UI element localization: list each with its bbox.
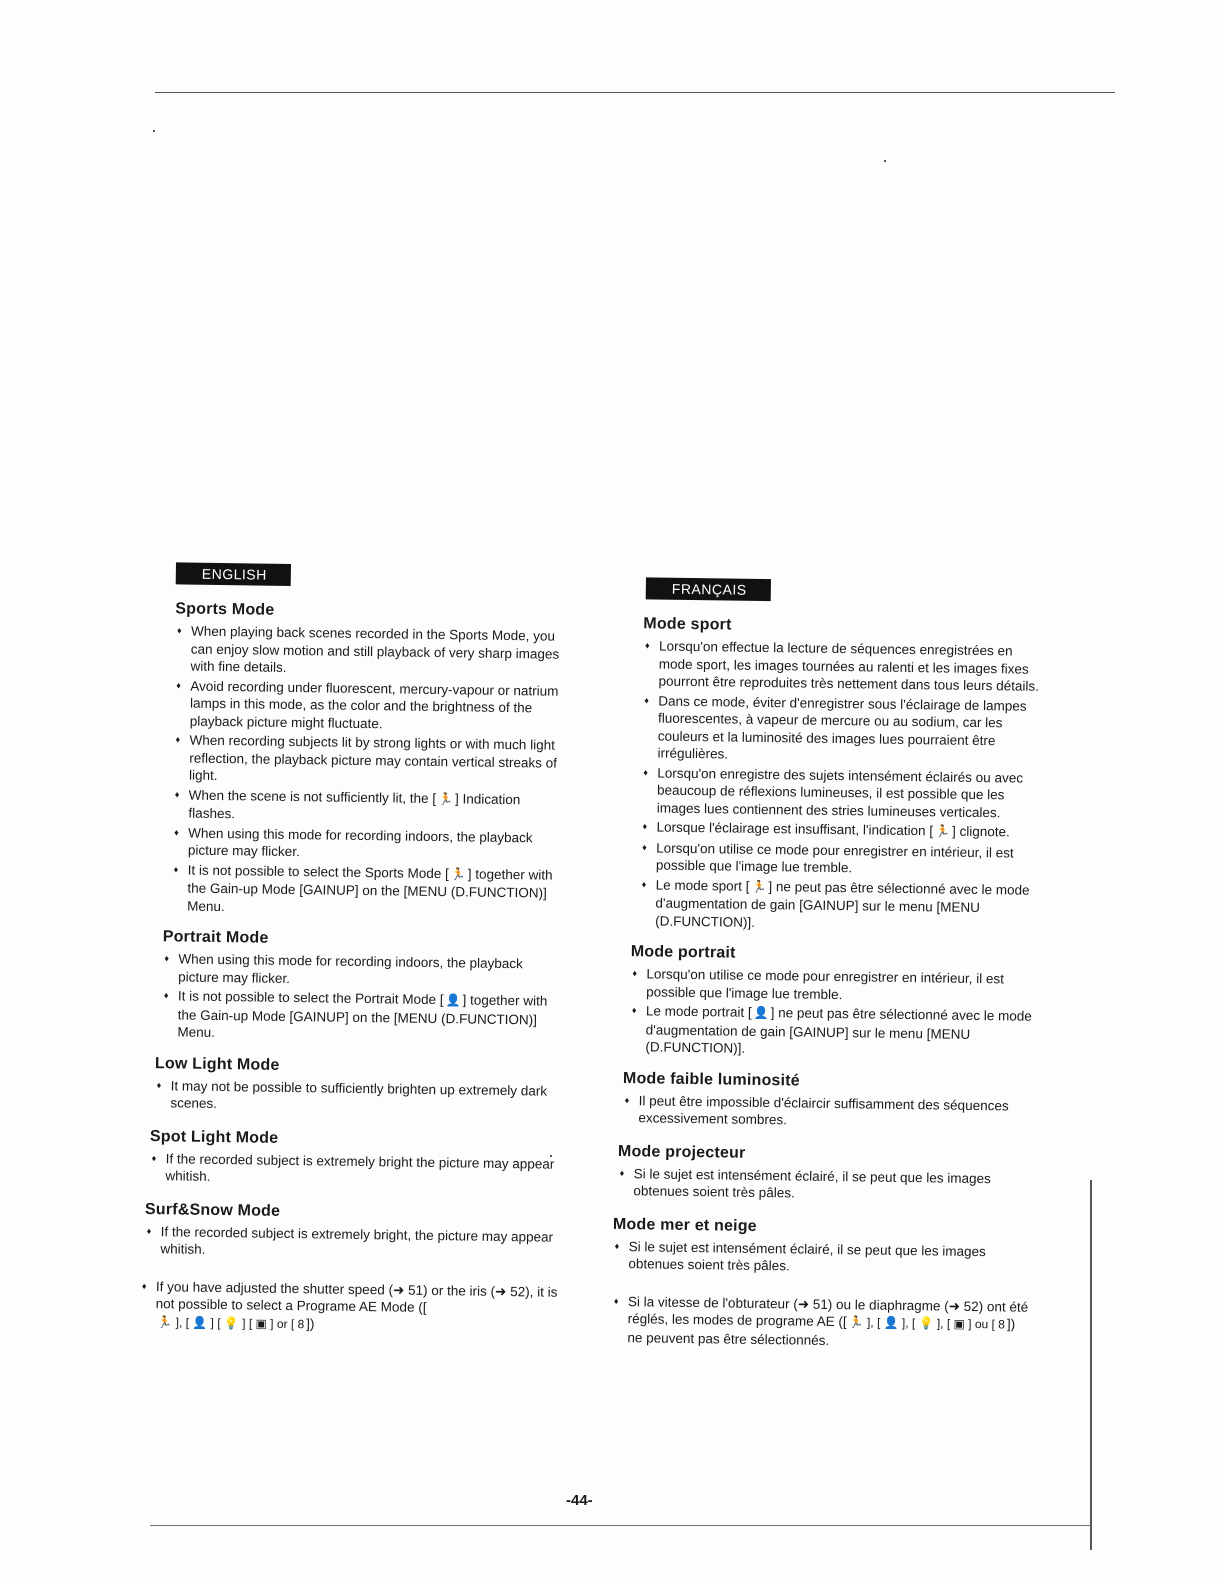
bullet-item: ♦ When using this mode for recording indoors, the playback picture may flicker. — [162, 950, 564, 991]
bullet-item: ♦ Lorsqu'on enregistre des sujets intensément éclairés ou avec beaucoup de réflexions lumineuses, il est possible que les images lues contiennent des stries lumineuses verticales. — [641, 764, 1040, 822]
bullet-text: ] clignote. — [951, 823, 1010, 840]
bottom-rule — [150, 1525, 1090, 1526]
bullet-item — [161, 987, 564, 1046]
mode-projecteur-section — [617, 1143, 1034, 1206]
portrait-mode-icon: 👤 — [753, 1005, 769, 1021]
section-heading: Spot Light Mode — [149, 1127, 279, 1147]
program-ae-mode-icons: 🏃 ], [ 👤 ] [ 💡 ] [ ▣ ] or [ 8 — [157, 1314, 305, 1331]
bullet-text: Lorsque l'éclairage est insuffisant, l'indication [ — [656, 819, 934, 839]
bullet-item: ♦ If the recorded subject is extremely bright the picture may appear whitish. — [149, 1150, 561, 1191]
bullet-item — [639, 876, 1038, 935]
sports-mode-icon: 🏃 — [934, 824, 951, 839]
mode-faible-luminosite-section — [622, 1070, 1035, 1133]
scan-speck — [153, 130, 155, 132]
top-rule — [155, 92, 1115, 93]
sports-mode-section — [171, 600, 569, 919]
bullet-text: ]) — [306, 1315, 315, 1331]
bullet-item — [139, 1277, 560, 1336]
bullet-text: ] together with the Gain-up Mode [GAINUP] on the [MENU (D.FUNCTION)] Menu. — [177, 992, 548, 1040]
bullet-item: ♦ When recording subjects lit by strong lights or with much light reflection, the playback picture may contain vertical streaks of light. — [173, 731, 568, 789]
bullet-text: ] Indication flashes. — [188, 790, 521, 822]
program-ae-mode-icons: 🏃 ], [ 👤 ], [ 💡 ], [ ▣ ] ou [ 8 — [848, 1315, 1006, 1332]
section-heading: Mode faible luminosité — [622, 1069, 800, 1090]
french-column — [611, 577, 1042, 1354]
bullet-item — [172, 786, 566, 827]
bullet-text: ]) ne peuvent pas être sélectionnés. — [627, 1316, 1016, 1348]
section-heading: Mode mer et neige — [612, 1215, 757, 1235]
french-language-badge: FRANÇAIS — [646, 577, 771, 601]
bullet-item: ♦ Lorsqu'on effectue la lecture de séquences enregistrées en mode sport, les images tournées au ralenti et les images fixes pourront être reproduites très nettement dans tous leurs détails. — [642, 637, 1041, 695]
bullet-text: It is not possible to select the Portrait Mode [ — [177, 988, 444, 1008]
bullet-text: Le mode sport [ — [655, 877, 750, 894]
bullet-text: ] together with the Gain-up Mode [GAINUP] on the [MENU (D.FUNCTION)] Menu. — [187, 865, 553, 914]
bullet-item — [171, 861, 566, 920]
mode-portrait-section — [629, 943, 1037, 1061]
bullet-item: ♦ Dans ce mode, éviter d'enregistrer sous l'éclairage de lampes fluorescentes, à vapeur de mercure ou au sodium, car les couleurs et la luminosité des images lues pourraient être irrégulières. — [641, 692, 1040, 768]
english-language-badge: ENGLISH — [176, 562, 291, 586]
right-edge-rule — [1090, 1180, 1092, 1550]
bullet-item: ♦ When playing back scenes recorded in the Sports Mode, you can enjoy slow motion and still playback of very sharp images with fine details. — [174, 622, 569, 680]
surf-snow-mode-section — [144, 1200, 561, 1263]
bullet-item — [629, 1002, 1036, 1061]
bullet-item: ♦ Si le sujet est intensément éclairé, il se peut que les images obtenues soient très pâles. — [612, 1237, 1032, 1278]
program-ae-note — [139, 1277, 560, 1336]
low-light-mode-section — [154, 1055, 563, 1118]
bullet-text: If you have adjusted the shutter speed (➜ 51) or the iris (➜ 52), it is not possible to select a Programe AE Mode ([ — [155, 1278, 558, 1315]
mode-mer-et-neige-section — [612, 1215, 1033, 1278]
bullet-item: ♦ Il peut être impossible d'éclaircir suffisamment des séquences excessivement sombres. — [622, 1092, 1034, 1133]
bullet-item: ♦ Lorsqu'on utilise ce mode pour enregistrer en intérieur, il est possible que l'image lue tremble. — [640, 839, 1038, 880]
sports-mode-icon: 🏃 — [450, 866, 466, 881]
bullet-text: When the scene is not sufficiently lit, the [ — [188, 787, 437, 806]
spot-light-mode-section — [149, 1128, 562, 1191]
bullet-item: ♦ Avoid recording under fluorescent, mercury-vapour or natrium lamps in this mode, as the color and the brightness of the playback picture might fluctuate. — [174, 677, 569, 735]
section-heading: Surf&Snow Mode — [144, 1200, 281, 1220]
mode-sport-section — [639, 615, 1041, 935]
portrait-mode-icon: 👤 — [445, 993, 461, 1008]
bullet-item: ♦ It may not be possible to sufficiently brighten up extremely dark scenes. — [154, 1077, 562, 1118]
section-heading: Mode sport — [643, 615, 732, 634]
scan-speck — [884, 160, 886, 162]
bullet-text: It is not possible to select the Sports Mode [ — [187, 862, 449, 881]
section-heading: Sports Mode — [175, 600, 275, 619]
sports-mode-icon: 🏃 — [751, 879, 767, 894]
bullet-text: ] ne peut pas être sélectionné avec le mode d'augmentation de gain [GAINUP] sur le menu [MENU (D.FUNCTION)]. — [655, 878, 1030, 930]
portrait-mode-section — [161, 928, 565, 1046]
bullet-item: ♦ When using this mode for recording indoors, the playback picture may flicker. — [172, 824, 566, 864]
bullet-item — [611, 1292, 1032, 1351]
program-ae-note — [611, 1292, 1032, 1351]
bullet-text: ] ne peut pas être sélectionné avec le mode d'augmentation de gain [GAINUP] sur le menu [MENU (D.FUNCTION)]. — [645, 1005, 1032, 1056]
section-heading: Portrait Mode — [162, 928, 269, 947]
bullet-item: ♦ If the recorded subject is extremely bright, the picture may appear whitish. — [144, 1222, 560, 1263]
section-heading: Low Light Mode — [154, 1054, 280, 1074]
bullet-item: ♦ Lorsqu'on utilise ce mode pour enregistrer en intérieur, il est possible que l'image lue tremble. — [630, 965, 1036, 1006]
bullet-item: ♦ Si le sujet est intensément éclairé, il se peut que les images obtenues soient très pâles. — [617, 1164, 1033, 1205]
section-heading: Mode portrait — [630, 943, 736, 962]
english-column — [139, 562, 570, 1339]
section-heading: Mode projecteur — [617, 1142, 746, 1162]
bullet-text: Si la vitesse de l'obturateur (➜ 51) ou le diaphragme (➜ 52) ont été réglés, les modes de programe AE ([ — [627, 1293, 1029, 1330]
page-number: -44- — [566, 1492, 593, 1509]
sports-mode-icon: 🏃 — [438, 791, 454, 806]
bullet-text: Le mode portrait [ — [645, 1003, 752, 1020]
